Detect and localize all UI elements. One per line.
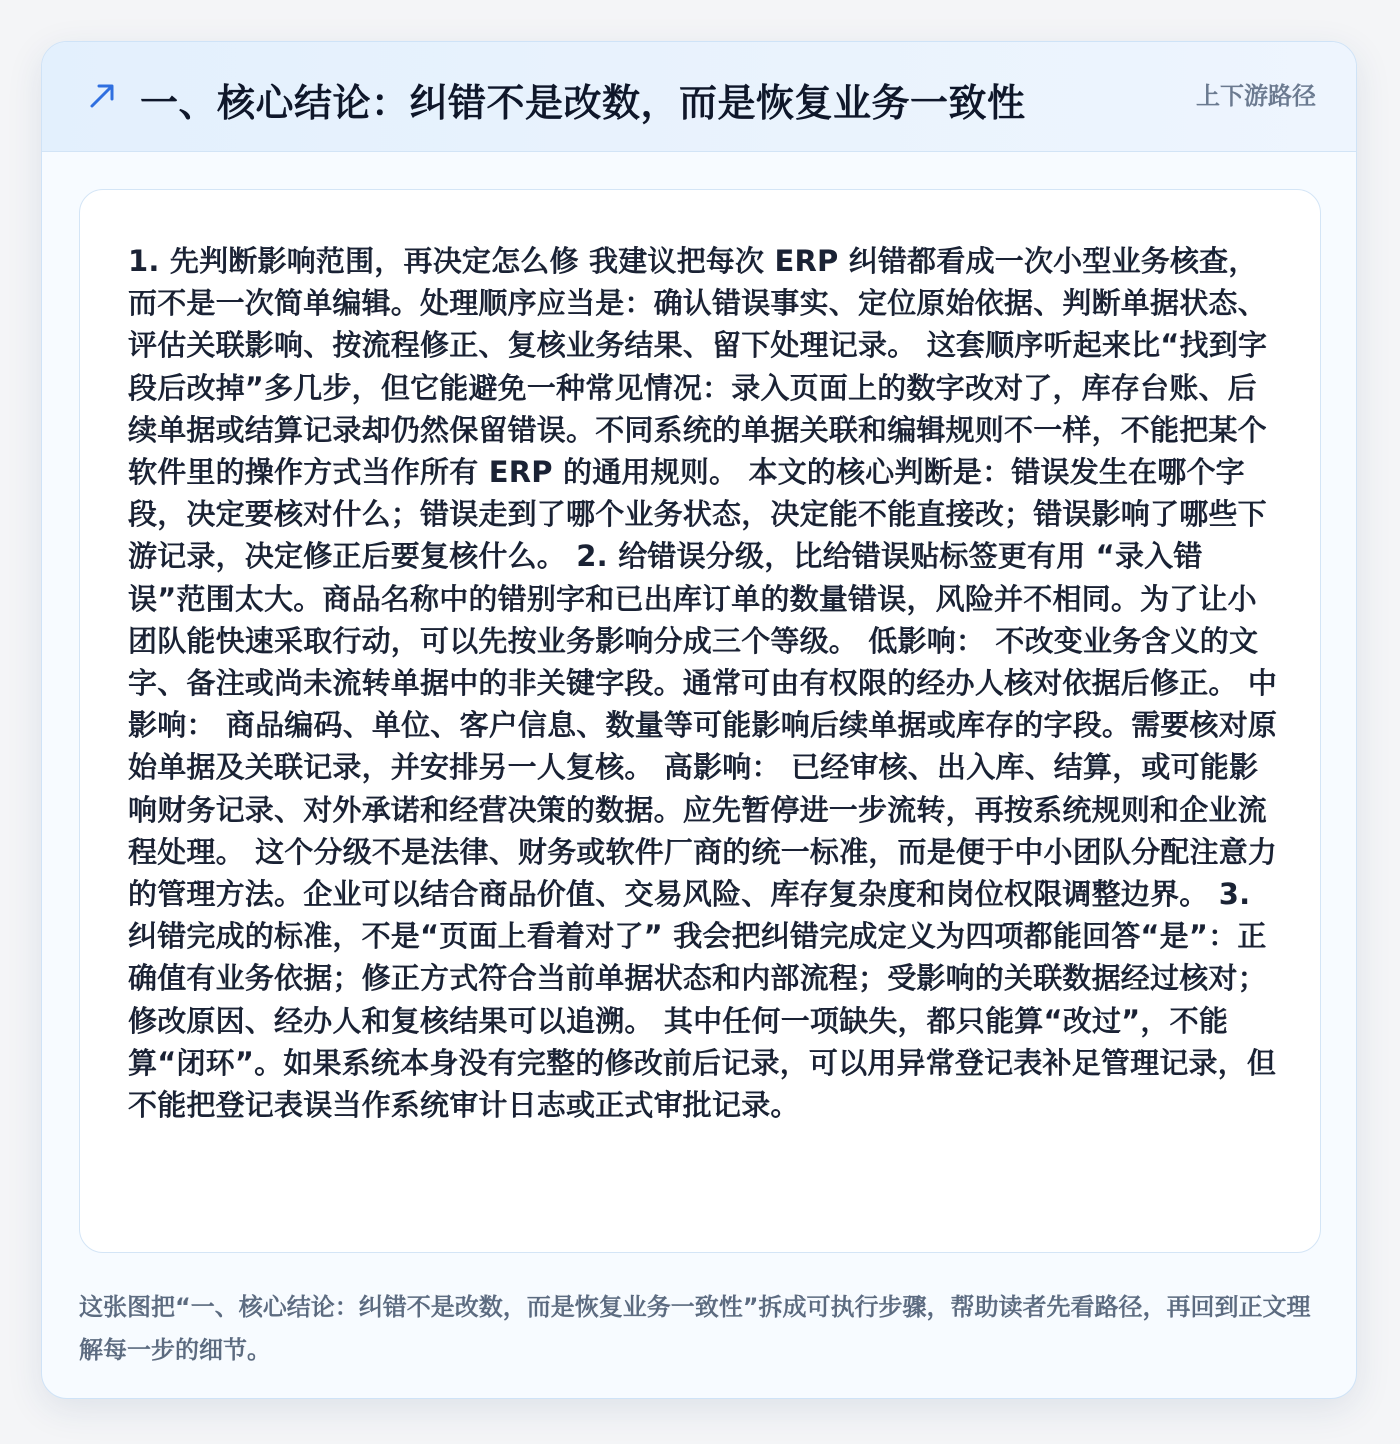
arrow-up-right-icon xyxy=(86,80,118,112)
content-card xyxy=(41,41,1357,1399)
figure-caption: 这张图把“一、核心结论：纠错不是改数，而是恢复业务一致性”拆成可执行步骤，帮助读者先看路径，再回到正文理解每一步的细节。 xyxy=(79,1293,1311,1364)
body-panel xyxy=(79,189,1321,1253)
card-title: 一、核心结论：纠错不是改数，而是恢复业务一致性 xyxy=(140,81,1026,125)
card-header xyxy=(42,42,1356,152)
header-tag: 上下游路径 xyxy=(1196,82,1316,110)
body-text: 1. 先判断影响范围，再决定怎么修 我建议把每次 ERP 纠错都看成一次小型业务核查，而不是一次简单编辑。处理顺序应当是：确认错误事实、定位原始依据、判断单据状态、评估关联影响、按流程修正、复核业务结果、留下处理记录。 这套顺序听起来比“找到字段后改掉”多几步，但它能避免一种常见情况：录入页面上的数字改对了，库存台账、后续单据或结算记录却仍然保留错误。不同系统的单据关联和编辑规则不一样，不能把某个软件里的操作方式当作所有 ERP 的通用规则。 本文的核心判断是：错误发生在哪个字段，决定要核对什么；错误走到了哪个业务状态，决定能不能直接改；错误影响了哪些下游记录，决定修正后要复核什么。 2. 给错误分级，比给错误贴标签更有用 “录入错误”范围太大。商品名称中的错别字和已出库订单的数量错误，风险并不相同。为了让小团队能快速采取行动，可以先按业务影响分成三个等级。 低影响： 不改变业务含义的文字、备注或尚未流转单据中的非关键字段。通常可由有权限的经办人核对依据后修正。 中影响： 商品编码、单位、客户信息、数量等可能影响后续单据或库存的字段。需要核对原始单据及关联记录，并安排另一人复核。 高影响： 已经审核、出入库、结算，或可能影响财务记录、对外承诺和经营决策的数据。应先暂停进一步流转，再按系统规则和企业流程处理。 这个分级不是法律、财务或软件厂商的统一标准，而是便于中小团队分配注意力的管理方法。企业可以结合商品价值、交易风险、库存复杂度和岗位权限调整边界。 3. 纠错完成的标准，不是“页面上看着对了” 我会把纠错完成定义为四项都能回答“是”：正确值有业务依据；修正方式符合当前单据状态和内部流程；受影响的关联数据经过核对；修改原因、经办人和复核结果可以追溯。 其中任何一项缺失，都只能算“改过”，不能算“闭环”。如果系统本身没有完整的修改前后记录，可以用异常登记表补足管理记录，但不能把登记表误当作系统审计日志或正式审批记录。 xyxy=(128,244,1278,1123)
